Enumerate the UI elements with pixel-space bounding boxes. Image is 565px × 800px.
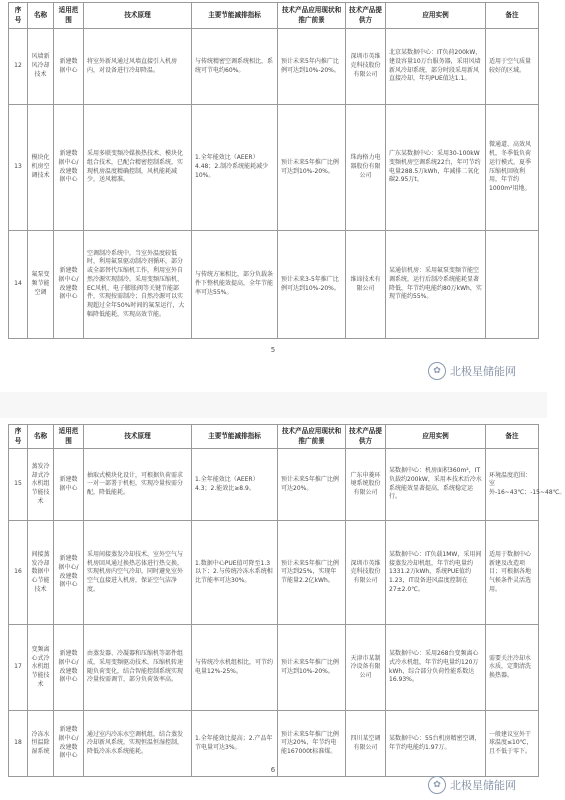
row-example: 某通信机房：采用氟泵变频节能空调系统，运行后制冷系统能耗显著降低，年节约电能约80万kWh，实现节能约55%。 (386, 231, 486, 339)
row-remark (486, 231, 539, 339)
row-scope: 新建数据中心/改建数据中心 (54, 231, 84, 339)
row-name: 模块化机房空调技术 (28, 105, 54, 231)
wechat-logo-icon: ✿ (428, 776, 446, 794)
row-example: 某数据中心：采用268台变频离心式冷水机组，年节约电量约120万kWh，综合部分负荷性能系数达16.93%。 (386, 625, 486, 711)
wechat-logo-icon: ✿ (428, 362, 446, 380)
page-separator (0, 392, 547, 418)
page-number: 6 (270, 766, 276, 774)
row-provider: 维谛技术有限公司 (346, 231, 386, 339)
table-row (9, 231, 539, 339)
header-status: 技术产品应用现状和推广前景 (278, 425, 346, 449)
row-no: 15 (9, 449, 28, 521)
row-provider: 天津市某制冷设备有限公司 (346, 625, 386, 711)
row-provider: 珠海格力电器股份有限公司 (346, 105, 386, 231)
watermark-text: 北极星储能网 (450, 779, 516, 792)
header-example: 应用实例 (386, 3, 486, 29)
row-indicators: 与传统精密空调系统相比，系统可节电约60%。 (192, 29, 278, 105)
page-number: 5 (270, 346, 276, 354)
watermark (428, 776, 516, 794)
row-example: 某数据中心：机房面积360m²，IT负载约200kW，采用本技术后冷水系统能效显著提高，系统稳定运行。 (386, 449, 486, 521)
row-principle: 空调制冷系统中，当室外温度较低时，利用氟泵驱动制冷剂循环，部分或全部替代压缩机工作，利用室外自然冷源实现制冷。采用变频压缩机、EC风机、电子膨胀阀等关键节能部件，实现按需制冷；自然冷源可以实现超过全年50%时间的氟泵运行，大幅降低能耗，实现高效节能。 (84, 231, 192, 339)
header-indicators: 主要节能减排指标 (192, 3, 278, 29)
document-page-6 (0, 418, 565, 800)
row-scope: 新建数据中心/改建数据中心 (54, 625, 84, 711)
row-remark: 需要关注冷却水水质，定期清洗换热器。 (486, 625, 539, 711)
row-remark: 微通道、高效风机，冬季低负荷运行模式，夏季压缩机回收利用，年节约1000m²用地。 (486, 105, 539, 231)
row-indicators: 1.全年能效比（AEER）4.48；2.制冷系统能耗减少10%。 (192, 105, 278, 231)
document-page-5 (0, 0, 547, 392)
row-name: 风墙新风冷却技术 (28, 29, 54, 105)
table-row (9, 105, 539, 231)
row-remark: 适用于数据中心新建及改造项目；可根据各地气候条件灵活选用。 (486, 521, 539, 625)
row-indicators: 1.全年能效比（AEER）4.3；2.能效比≥8.9。 (192, 449, 278, 521)
row-name: 蒸发冷却式冷水机组节能技术 (28, 449, 54, 521)
row-scope: 新建数据中心/改建数据中心 (54, 105, 84, 231)
header-scope: 适用范围 (54, 425, 84, 449)
header-principle: 技术原理 (84, 3, 192, 29)
row-no: 16 (9, 521, 28, 625)
row-example: 广东某数据中心：采用30-100kW变频机房空调系统22台，年可节约电量288.5万kWh，年减排二氧化碳2.95万t。 (386, 105, 486, 231)
table-header-row (9, 3, 539, 29)
header-no: 序号 (9, 3, 28, 29)
table-row (9, 449, 539, 521)
row-provider: 广东申菱环境系统股份有限公司 (346, 449, 386, 521)
row-provider: 深圳市英维克科技股份有限公司 (346, 521, 386, 625)
header-provider: 技术产品提供方 (346, 425, 386, 449)
row-name: 变频离心式冷水机组节能技术 (28, 625, 54, 711)
row-example: 某数据中心：IT负载1MW，采用间接蒸发冷却机组，年节约电量约1331.2万kWh，系统PUE值约1.23，IT设备进风温度控制在27±2.0℃。 (386, 521, 486, 625)
row-name: 间接蒸发冷却数据中心节能技术 (28, 521, 54, 625)
row-provider: 四川某空调有限公司 (346, 711, 386, 777)
row-status: 预计未来3-5年推广比例可达到10%-20%。 (278, 231, 346, 339)
row-scope: 新建数据中心/改建数据中心 (54, 521, 84, 625)
row-principle: 将室外新风通过风墙直接引入机房内，对设备进行冷却降温。 (84, 29, 192, 105)
header-scope: 适用范围 (54, 3, 84, 29)
row-status: 预计未来5年推广比例可达20%。 (278, 449, 346, 521)
row-remark: 环境温度范围：室外-16~43℃；-15~48℃。 (486, 449, 539, 521)
tech-table-page-6 (8, 424, 565, 777)
row-indicators: 与传统冷水机组相比，可节约电量12%-25%。 (192, 625, 278, 711)
row-provider: 深圳市英维克科技股份有限公司 (346, 29, 386, 105)
header-name: 名称 (28, 425, 54, 449)
row-principle: 采用多联变频冷媒换热技术、模块化组合技术，已配合精密控制系统，实现机房温度精确控制，风机能耗减少，送风精准。 (84, 105, 192, 231)
table-row (9, 29, 539, 105)
row-example: 北京某数据中心：IT负荷200kW，建设容量10万台服务器，采用风墙新风冷却系统，部分时段采用新风直接冷却，年均PUE值达1.1。 (386, 29, 486, 105)
row-scope: 新建数据中心 (54, 449, 84, 521)
row-no: 14 (9, 231, 28, 339)
row-remark: 一般建议室外干球温度≤10℃，且不低于零下。 (486, 711, 539, 777)
table-row (9, 521, 539, 625)
row-indicators: 1.数据中心PUE值可降至1.3以下；2.与传统冷冻水系统相比节能率可达30%。 (192, 521, 278, 625)
header-no: 序号 (9, 425, 28, 449)
header-status: 技术产品应用现状和推广前景 (278, 3, 346, 29)
row-no: 13 (9, 105, 28, 231)
header-provider: 技术产品提供方 (346, 3, 386, 29)
row-status: 预计未来5年内推广比例可达到10%-20%。 (278, 29, 346, 105)
row-indicators: 与传统方案相比，部分负载条件下整机能效提高，全年节能率可达55%。 (192, 231, 278, 339)
row-example: 某数据中心：55台机房精密空调，年节约电能约1.97万。 (386, 711, 486, 777)
row-name: 冷冻水恒温除湿系统 (28, 711, 54, 777)
row-principle: 采用间接蒸发冷却技术，室外空气与机房回风通过换热芯体进行热交换，实现机房内空气冷却，同时避免室外空气直接进入机房，保证空气洁净度。 (84, 521, 192, 625)
header-indicators: 主要节能减排指标 (192, 425, 278, 449)
row-indicators: 1.全年能效比提高；2.产品年节电量可达3%。 (192, 711, 278, 777)
header-example: 应用实例 (386, 425, 486, 449)
row-scope: 新建数据中心 (54, 29, 84, 105)
row-scope: 新建数据中心/改建数据中心 (54, 711, 84, 777)
row-status: 预计未来5年推广比例可达到10%-20%。 (278, 105, 346, 231)
row-name: 氟泵变频节能空调 (28, 231, 54, 339)
header-principle: 技术原理 (84, 425, 192, 449)
row-principle: 抽取式模块化设计，可根据负荷需求一对一部署于机柜，实现冷量按需分配，降低能耗。 (84, 449, 192, 521)
row-no: 18 (9, 711, 28, 777)
row-status: 预计未来5年推广比例可达到25%，实现年节能量2.2亿kWh。 (278, 521, 346, 625)
table-header-row (9, 425, 539, 449)
row-status: 预计未来5年推广比例可达到10%-20%。 (278, 625, 346, 711)
table-row (9, 625, 539, 711)
row-no: 17 (9, 625, 28, 711)
header-remark: 备注 (486, 3, 539, 29)
row-status: 预计未来5年推广比例可达20%，年节约电能167000t标准煤。 (278, 711, 346, 777)
header-name: 名称 (28, 3, 54, 29)
tech-table-page-5 (8, 2, 539, 339)
row-remark: 适用于空气质量较好的区域。 (486, 29, 539, 105)
header-remark: 备注 (486, 425, 539, 449)
row-no: 12 (9, 29, 28, 105)
watermark (428, 362, 516, 380)
watermark-text: 北极星储能网 (450, 365, 516, 378)
row-principle: 通过室内冷冻水空调机组，结合蒸发冷却新风系统，实现恒温恒湿控制，降低冷冻水系统能耗。 (84, 711, 192, 777)
row-principle: 由蒸发器、冷凝器和压缩机等部件组成，采用变频驱动技术，压缩机转速随负荷变化，结合智能控制系统实现冷量按需调节，部分负荷效率高。 (84, 625, 192, 711)
